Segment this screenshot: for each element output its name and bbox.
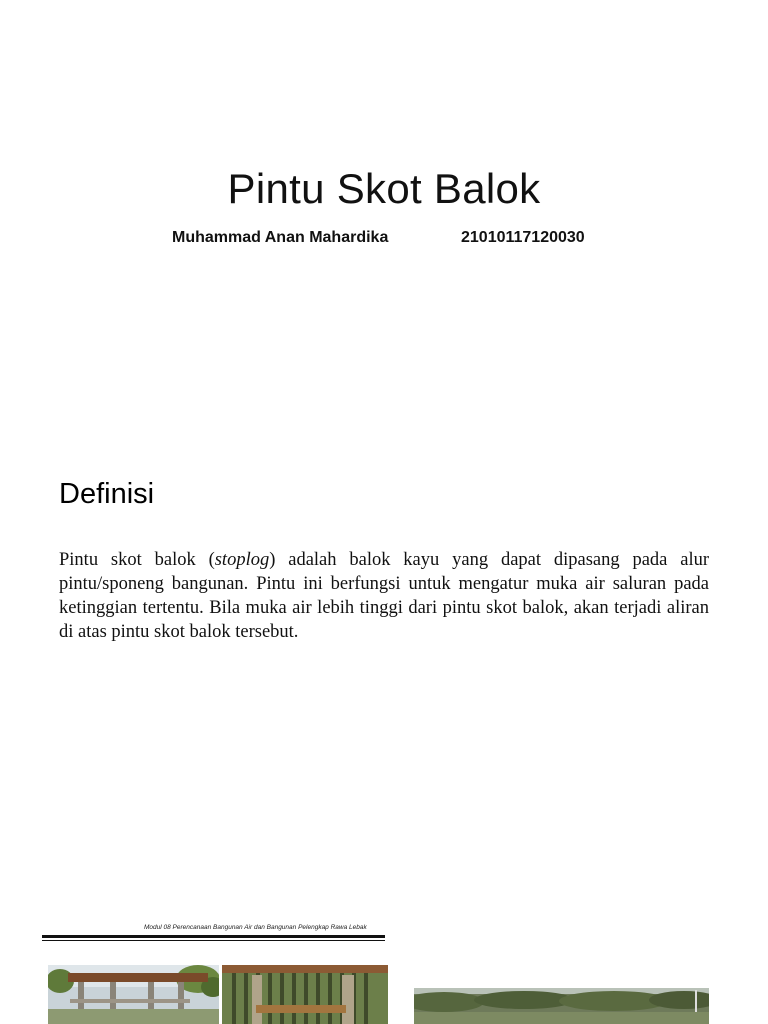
paragraph-text-end: ) adalah balok kayu yang dapat dipasang pada alur pintu/sponeng bangunan. Pintu ini berfungsi untuk mengatur muka air saluran pada ketinggian tertentu. Bila muka air lebih tinggi dari pintu skot balok, akan terjadi aliran di atas pintu skot balok tersebut.: [59, 550, 710, 642]
figure-caption: Modul 08 Perencanaan Bangunan Air dan Bangunan Pelengkap Rawa Lebak: [144, 924, 367, 931]
author-id: 21010117120030: [461, 229, 585, 246]
caption-rule-thin: [42, 940, 385, 941]
paragraph-italic-term: stoplog: [214, 550, 270, 570]
caption-rule-thick: [42, 935, 385, 938]
photo-landscape: [414, 988, 709, 1024]
section-heading: Definisi: [59, 478, 155, 510]
definition-paragraph: [59, 548, 709, 644]
slide-title: Pintu Skot Balok: [227, 165, 541, 212]
author-name: Muhammad Anan Mahardika: [172, 229, 389, 246]
paragraph-text-start: Pintu skot balok (: [59, 550, 215, 570]
photo-stoplog-closeup: [222, 965, 388, 1024]
photo-gate-structure: [48, 965, 219, 1024]
